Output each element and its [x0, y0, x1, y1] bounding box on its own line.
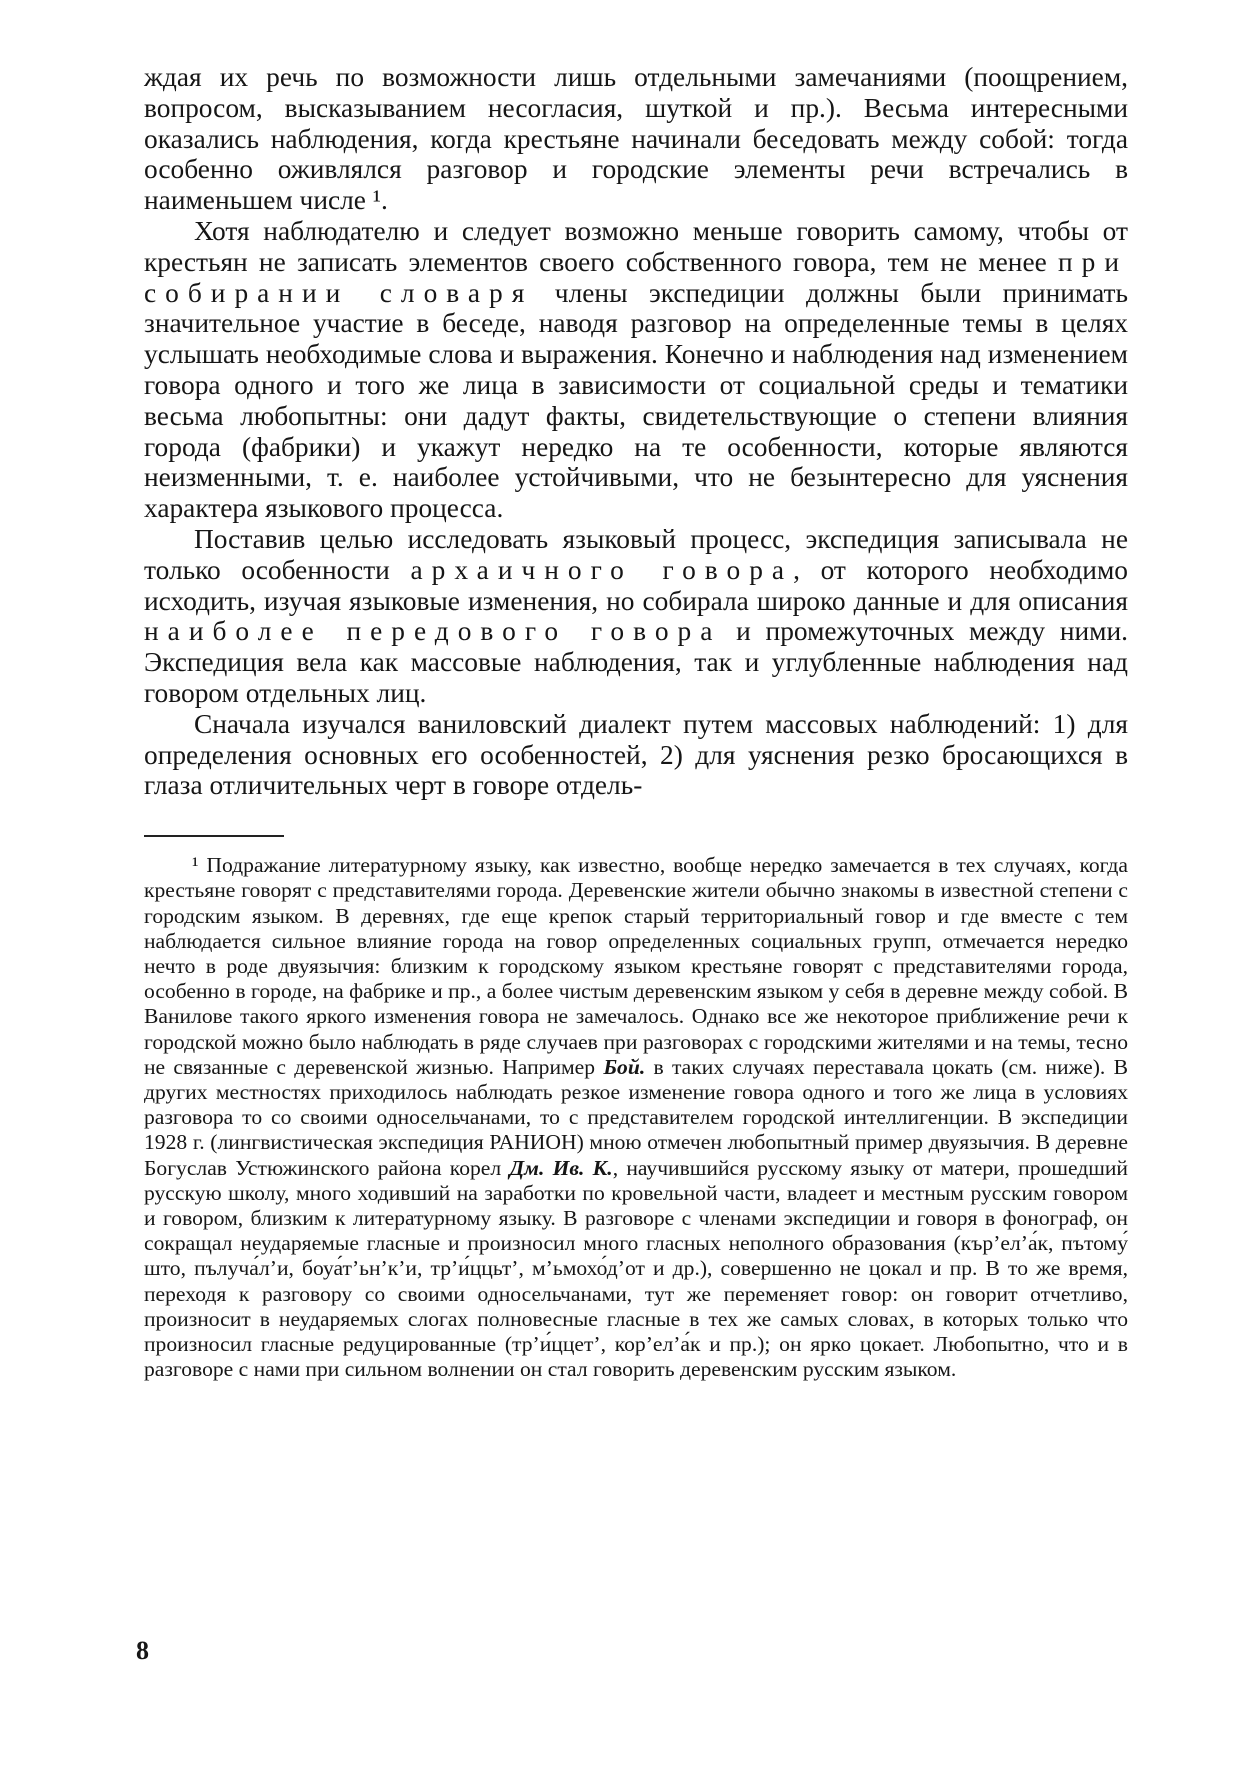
spaced-emphasis: при собирании словаря: [144, 246, 1128, 308]
spaced-emphasis: архаичного говора: [410, 554, 794, 585]
page: [144, 62, 1128, 1382]
footnote-text: в таких случаях переставала цокать (см. ниже). В других местностях приходилось наблюдать резкое изменение говора одного и того же лица в условиях разговора то со своими односельчанами, то с представителем городской интеллигенции. В экспедиции 1928 г. (лингвистическая экспедиция РАНИОН) мною отмечен любопытный пример двуязычия. В деревне Богуслав Устюжинского района корел: [144, 1054, 1128, 1180]
paragraph-text: и промежуточных между ними. Экспедиция вела как массовые наблюдения, так и углубленные наблюдения над говором отдельных лиц.: [144, 616, 1128, 708]
paragraph-text: , от которого необходимо исходить, изучая языковые изменения, но собирала широко данные и для описания: [144, 554, 1128, 616]
footnote: [144, 853, 1128, 1382]
spaced-emphasis: наиболее передового говора: [144, 616, 722, 647]
paragraph-text: ждая их речь по возможности лишь отдельными замечаниями (поощрением, вопросом, высказыванием несогласия, шуткой и пр.). Весьма интересными оказались наблюдения, когда крестьяне начинали беседовать между собой: тогда особенно оживлялся разговор и городские элементы речи встречались в наименьшем числе ¹.: [144, 62, 1128, 216]
footnote-text: , научившийся русскому языку от матери, прошедший русскую школу, много ходивший на заработки по кровельной части, владеет и местным русским говором и говором, близким к литературному языку. В разговоре с членами экспедиции и говоря в фонограф, он сокращал неударяемые гласные и произносил много гласных неполного образования (кър’ел’а́к, пътому́ што, пълуча́л’и, боуа́т’ьн’к’и, тр’и́ццьт’, м’ьмохо́д’от и др.), совершенно не цокал и пр. В то же время, переходя к разговору со своими односельчанами, тут же переменяет говор: он говорит отчетливо, произносит в неударяемых слогах полновесные гласные в тех же самых словах, в которых только что произносил гласные редуцированные (тр’и́ццет’, кор’ел’а́к и пр.); он ярко цокает. Любопытно, что и в разговоре с нами при сильном волнении он стал говорить деревенским русским языком.: [144, 1155, 1128, 1382]
paragraph-1: [144, 62, 1128, 216]
paragraph-4: [144, 709, 1128, 801]
paragraph-3: [144, 524, 1128, 709]
paragraph-2: [144, 216, 1128, 524]
paragraph-text: Сначала изучался ваниловский диалект путем массовых наблюдений: 1) для определения основных его особенностей, 2) для уяснения резко бросающихся в глаза отличительных черт в говоре отдель-: [144, 708, 1128, 801]
footnote-emphasis: Дм. Ив. К.: [509, 1155, 613, 1180]
footnote-divider: [144, 835, 284, 837]
main-text: [144, 62, 1128, 801]
footnote-text: ¹ Подражание литературному языку, как известно, вообще нередко замечается в тех случаях, когда крестьяне говорят с представителями города. Деревенские жители обычно знакомы в известной степени с городским языком. В деревнях, где еще крепок старый территориальный говор и где вместе с тем наблюдается сильное влияние города на говор определенных социальных групп, отмечается нередко нечто в роде двуязычия: близким к городскому языком крестьяне говорят с представителями города, особенно в городе, на фабрике и пр., а более чистым деревенским языком у себя в деревне между собой. В Ванилове такого яркого изменения говора не замечалось. Однако все же некоторое приближение речи к городской можно было наблюдать в ряде случаев при разговорах с городскими жителями и на темы, тесно не связанные с деревенской жизнью. Например: [144, 853, 1128, 1079]
paragraph-text: Поставив целью исследовать языковый процесс, экспедиция записывала не только особенности: [144, 523, 1128, 585]
footnote-emphasis: Бой.: [603, 1054, 646, 1079]
paragraph-text: Хотя наблюдателю и следует возможно меньше говорить самому, чтобы от крестьян не записать элементов своего собственного говора, тем не менее: [144, 215, 1128, 277]
page-number: 8: [136, 1636, 149, 1665]
paragraph-text: члены экспедиции должны были принимать значительное участие в беседе, наводя разговор на определенные темы в целях услышать необходимые слова и выражения. Конечно и наблюдения над изменением говора одного и того же лица в зависимости от социальной среды и тематики весьма любопытны: они дадут факты, свидетельствующие о степени влияния города (фабрики) и укажут нередко на те особенности, которые являются неизменными, т. е. наиболее устойчивыми, что не безынтересно для уяснения характера языкового процесса.: [144, 277, 1128, 524]
